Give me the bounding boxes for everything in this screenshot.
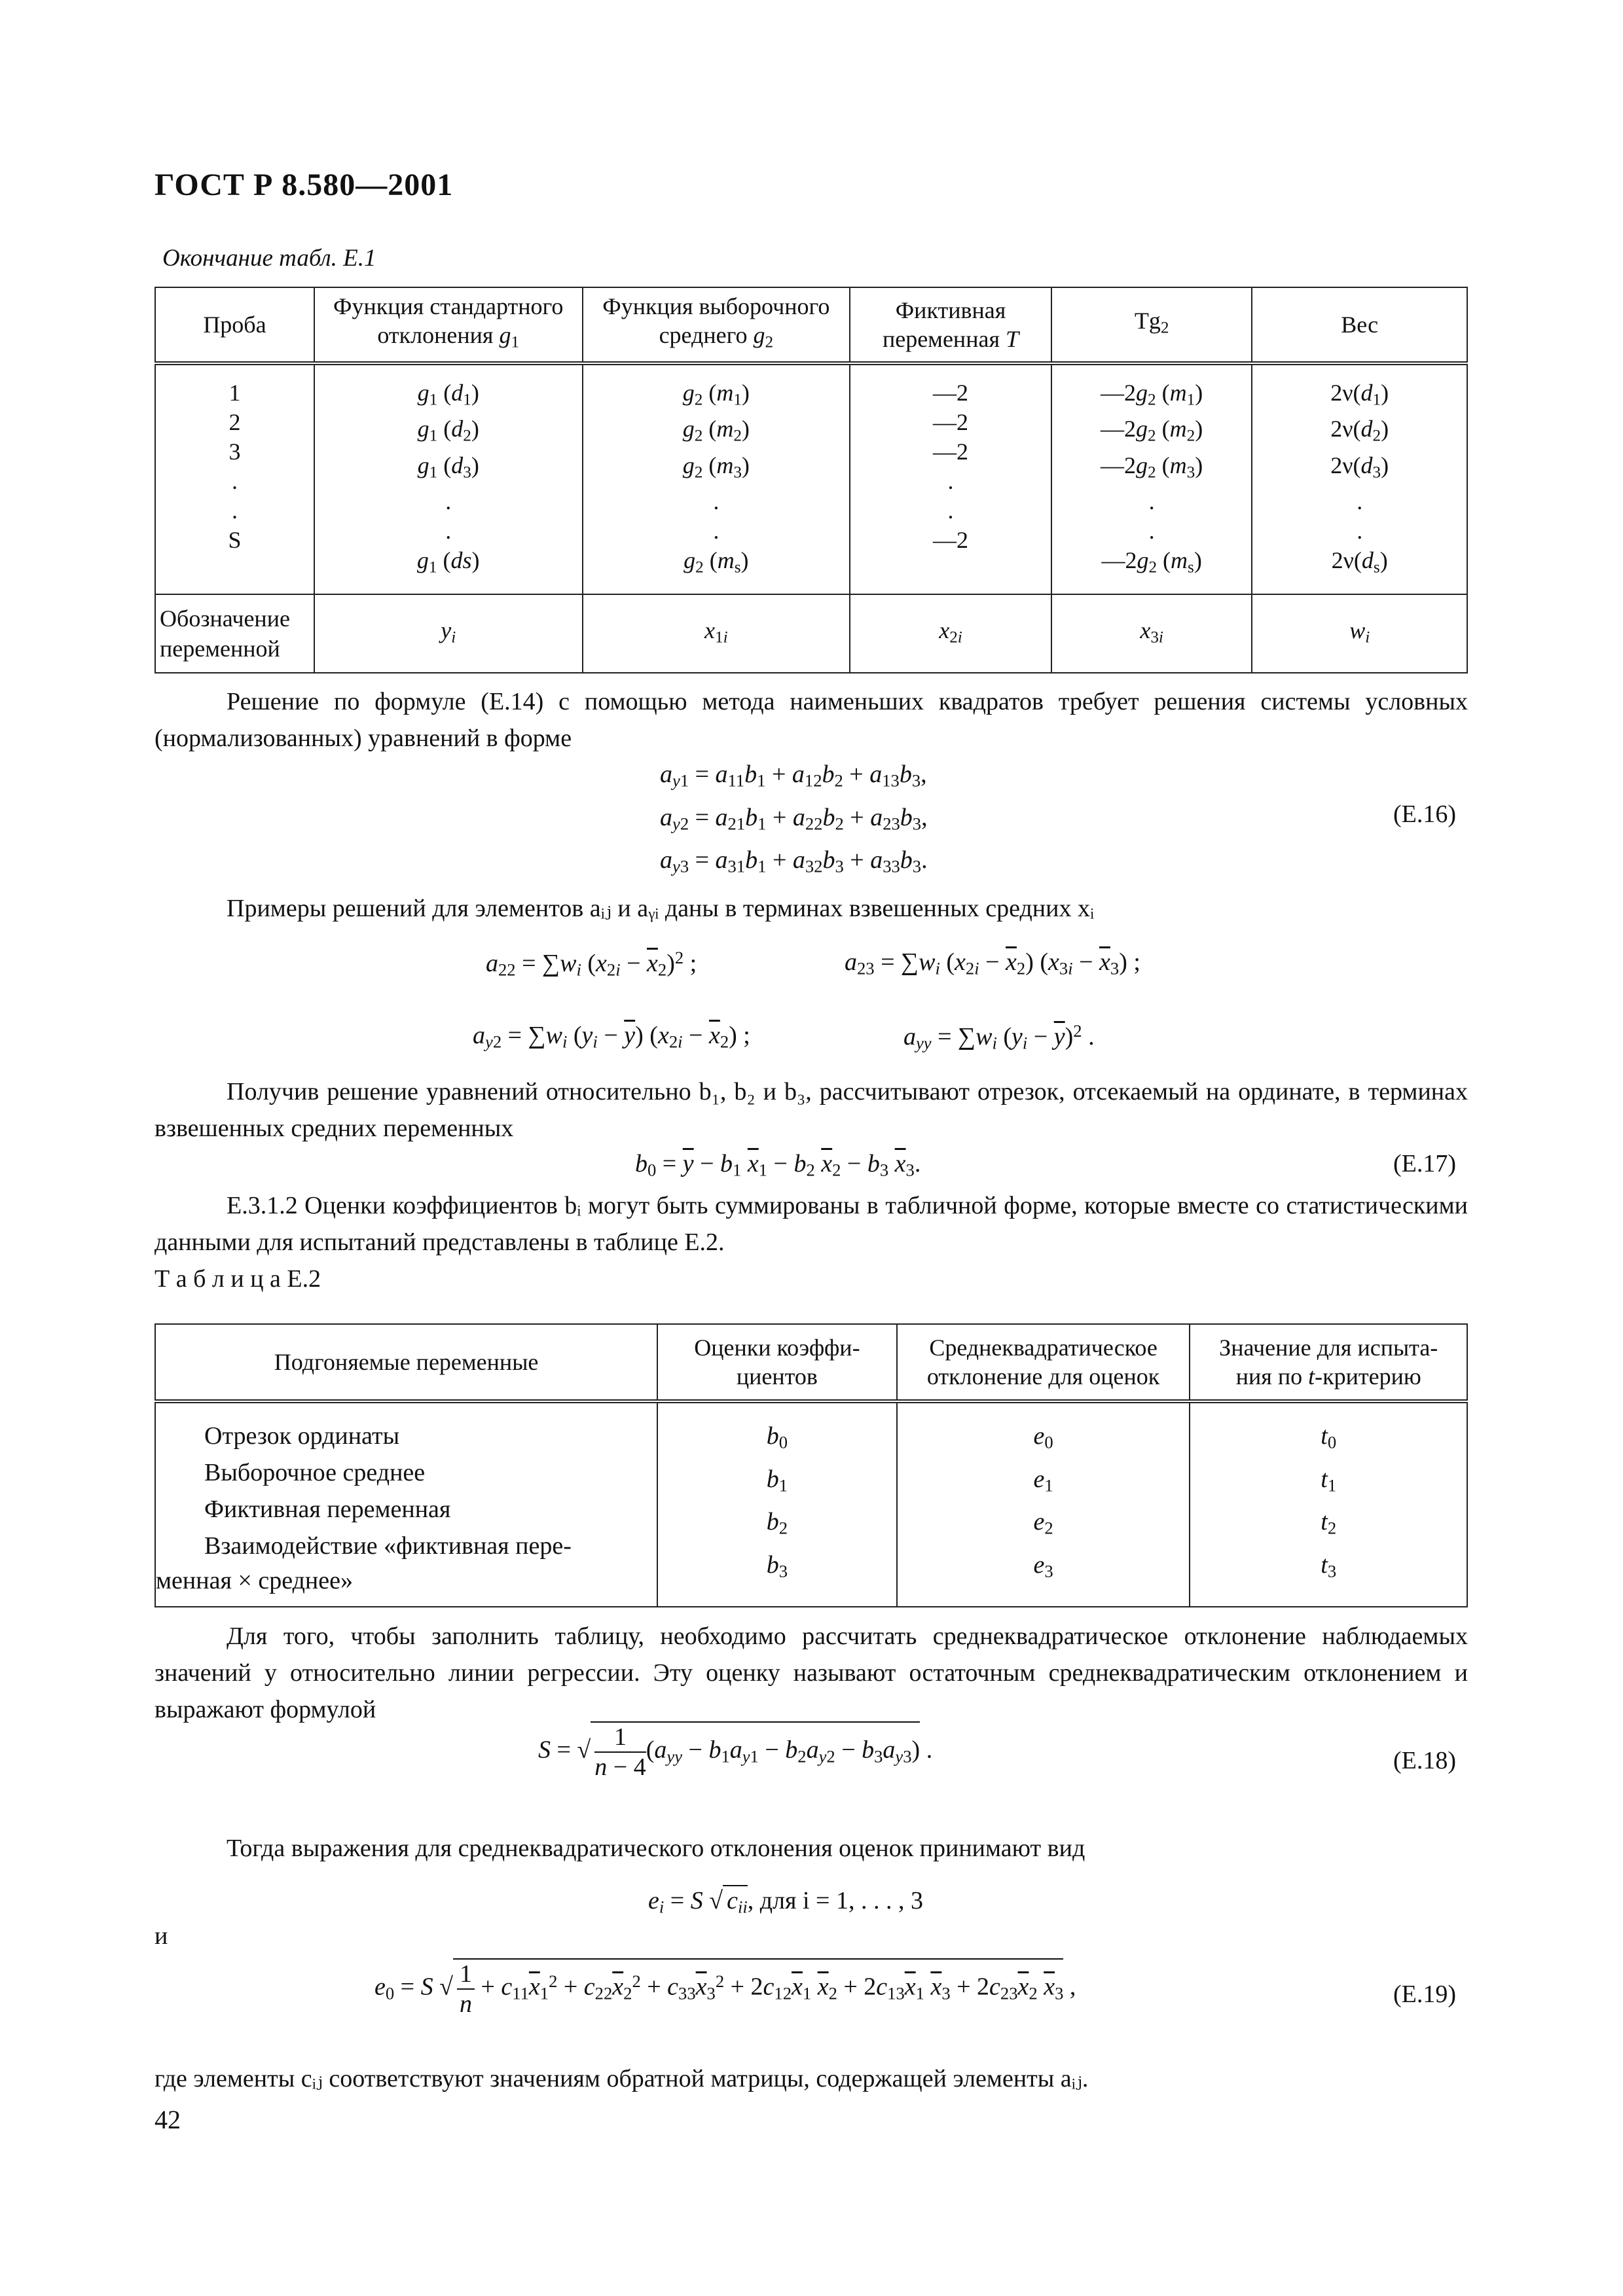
paragraph-e312: Е.3.1.2 Оценки коэффициентов bᵢ могут быть суммированы в табличной форме, которые вместе со статистическими данными для испытаний представлены в таблице Е.2.: [155, 1192, 1468, 1256]
col-header-stddev: Среднеквадратическое отклонение для оценок: [897, 1324, 1190, 1401]
equation-ay2: $a_{y2} = \sum w_i$ $(y_i - \overline{y}) (x_{2i} - \overline{x}_2)$ ;: [473, 1022, 750, 1052]
variable-interaction-cont: менная × среднее»: [156, 1567, 353, 1594]
conjunction-and: и: [155, 1922, 168, 1950]
equation-number-e17: (Е.17): [1393, 1150, 1457, 1177]
paragraph-normal-equations: Решение по формуле (Е.14) с помощью метода наименьших квадратов требует решения системы условных (нормализованных) уравнений в форме: [155, 688, 1468, 752]
sample-column: 1 2 3 . . S: [155, 363, 314, 594]
equation-e19: $e_0 = S$ √ $\frac{1}{n}$ + $c_{11}\overline{x}_1^2 + c_{22}\overline{x}_2^2 + c_{33}\overline{x}_3^2 + 2c_{12}\overline{x}_1$ $\overline{x}_2 + 2c_{13}\overline{x}_1$ $\overline{x}_3 + 2c_{23}\overline{x}_2$ $\overline{x}_3$ ,: [374, 1958, 1076, 2018]
designation-label: Обозначение переменной: [155, 594, 314, 673]
col-header-weight: Вес: [1252, 287, 1467, 363]
equation-ei: $e_i = S$ √ $c_{ii}$, для i = 1, . . . , 3: [648, 1885, 923, 1918]
table-continuation-label: Окончание табл. Е.1: [162, 245, 376, 272]
table-e2: [155, 1323, 1468, 1607]
dummy-column: —2 —2 —2 . . —2: [850, 363, 1051, 594]
tg2-column: $—2g_2$ $(m_1)$ $—2g_2$ $(m_2)$ $—2g_2$ $(m_3)$ . . $—2g_2$ $(m_s)$: [1051, 363, 1252, 594]
col-header-tg2: $Tg_2$: [1051, 287, 1252, 363]
table-e1-data-row: [155, 363, 1467, 594]
equation-number-e19: (Е.19): [1393, 1981, 1457, 2008]
designation-w: $w_i$: [1252, 594, 1467, 673]
variable-intercept: Отрезок ординаты: [204, 1422, 400, 1450]
designation-x2: $x_{2i}$: [850, 594, 1051, 673]
table-e2-body-row: [155, 1401, 1467, 1607]
col-header-estimates: Оценки коэффи- циентов: [657, 1324, 897, 1401]
page-number: 42: [155, 2105, 181, 2134]
variable-interaction: Взаимодействие «фиктивная пере-: [204, 1532, 572, 1560]
g1-column: $g_1$ $(d_1)$ $g_1$ $(d_2)$ $g_1$ $(d_3)$ . . $g_1$ (ds): [314, 363, 583, 594]
paragraph-examples: Примеры решений для элементов aᵢⱼ и aᵧᵢ даны в терминах взвешенных средних xᵢ: [227, 895, 1095, 922]
ttest-column: $t_0$ $t_1$ $t_2$ $t_3$: [1190, 1401, 1467, 1607]
designation-x1: $x_{1i}$: [583, 594, 850, 673]
equation-a22: $a_{22} = \sum w_i$ $(x_{2i} - \overline{x}_2)^2$ ;: [486, 948, 697, 980]
paragraph-residual: Для того, чтобы заполнить таблицу, необходимо рассчитать среднеквадратическое отклонение наблюдаемых значений y относительно линии регрессии. Эту оценку называют остаточным среднеквадратическим отклонением и выражают формулой: [155, 1623, 1468, 1723]
col-header-dummy: Фиктивная переменная T: [850, 287, 1051, 363]
table-e1-designation-row: [155, 594, 1467, 673]
table-e2-caption: Т а б л и ц а Е.2: [155, 1265, 321, 1293]
col-header-ttest: Значение для испыта- ния по t-критерию: [1190, 1324, 1467, 1401]
paragraph-intercept: Получив решение уравнений относительно b₁, b₂ и b₃, рассчитывают отрезок, отсекаемый на ординате, в терминах взвешенных средних переменных: [155, 1078, 1468, 1142]
equation-number-e16: (Е.16): [1393, 800, 1457, 828]
designation-x3: $x_{3i}$: [1051, 594, 1252, 673]
variables-column: [155, 1401, 657, 1607]
variable-sample-mean: Выборочное среднее: [204, 1459, 426, 1486]
col-header-g1: Функция стандартного отклонения $g_1$: [314, 287, 583, 363]
col-header-variables: Подгоняемые переменные: [155, 1324, 657, 1401]
designation-y: $y_i$: [314, 594, 583, 673]
table-e1: [155, 287, 1468, 673]
equation-e17: $b_0 = \overline{y} - b_1$ $\overline{x}_1 - b_2$ $\overline{x}_2 - b_3$ $\overline{x}_3$.: [635, 1150, 921, 1180]
equation-e18: S = √ $\frac{1}{n - 4}$ $(a_{yy} - b_1a_{y1} - b_2a_{y2} - b_3a_{y3})$ .: [538, 1721, 932, 1782]
stddev-column: $e_0$ $e_1$ $e_2$ $e_3$: [897, 1401, 1190, 1607]
col-header-g2: Функция выборочного среднего $g_2$: [583, 287, 850, 363]
paragraph-inverse-matrix: где элементы cᵢⱼ соответствуют значениям обратной матрицы, содержащей элементы aᵢⱼ.: [155, 2065, 1089, 2092]
weight-column: $2\nu(d_1)$ $2\nu(d_2)$ $2\nu(d_3)$ . . $2\nu(d_s)$: [1252, 363, 1467, 594]
estimates-column: $b_0$ $b_1$ $b_2$ $b_3$: [657, 1401, 897, 1607]
equation-ayy: $a_{yy} = \sum w_i$ $(y_i - \overline{y})^2$ .: [903, 1021, 1095, 1053]
col-header-sample: Проба: [155, 287, 314, 363]
paragraph-estimates-form: Тогда выражения для среднеквадратического отклонения оценок принимают вид: [227, 1835, 1085, 1862]
equation-number-e18: (Е.18): [1393, 1747, 1457, 1774]
variable-dummy: Фиктивная переменная: [204, 1496, 451, 1523]
g2-column: $g_2$ $(m_1)$ $g_2$ $(m_2)$ $g_2$ $(m_3)$ . . $g_2$ $(m_s)$: [583, 363, 850, 594]
document-header: ГОСТ Р 8.580—2001: [155, 168, 454, 202]
table-e1-header-row: [155, 287, 1467, 363]
table-e2-header-row: [155, 1324, 1467, 1401]
equation-a23: $a_{23} = \sum w_i$ $(x_{2i} - \overline{x}_2) (x_{3i} - \overline{x}_3)$ ;: [845, 948, 1140, 978]
equation-e16: $a_{y1} = a_{11}b_1 + a_{12}b_2 + a_{13}b_3$, $a_{y2} = a_{21}b_1 + a_{22}b_2 + a_{23}b_3$, $a_{y3} = a_{31}b_1 + a_{32}b_3 + a_{33}b_3$.: [660, 761, 928, 876]
